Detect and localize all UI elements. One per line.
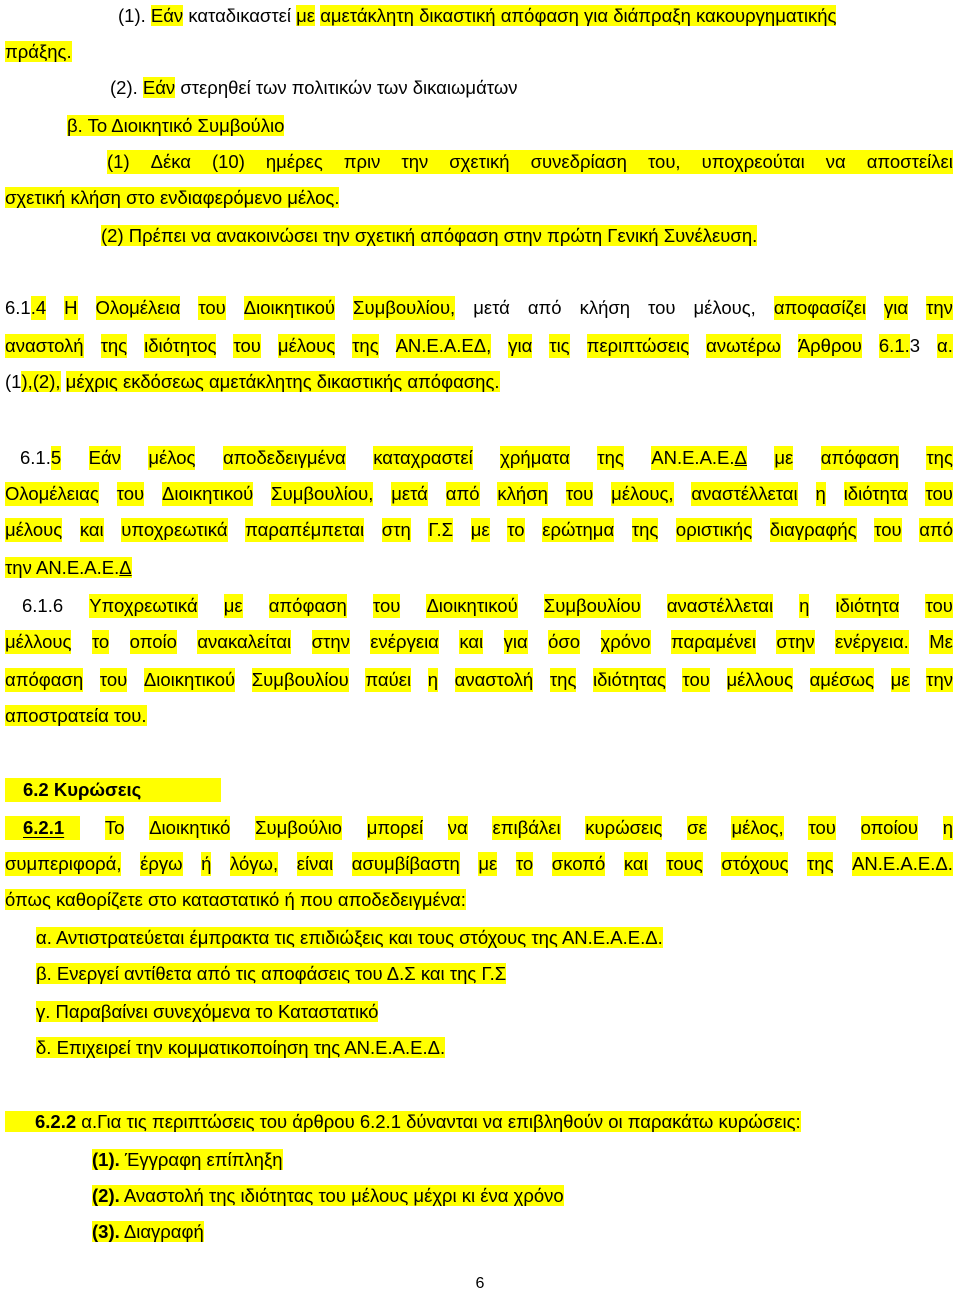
line-12: Ολομέλειας του Διοικητικού Συμβουλίου, μετά από κλήση του μέλους, αναστέλλεται η ιδιότητα του bbox=[5, 483, 953, 504]
section-heading-6-2: 6.2 Κυρώσεις bbox=[5, 778, 221, 802]
list-item-b: β. Ενεργεί αντίθετα από τις αποφάσεις του Δ.Σ και της Γ.Σ bbox=[36, 963, 507, 984]
line-21: συμπεριφορά, έργω ή λόγω, είναι ασυμβίβαστη με το σκοπό και τους στόχους της ΑΝ.Ε.Α.Ε.Δ. bbox=[5, 853, 953, 874]
line-7: (2) Πρέπει να ανακοινώσει την σχετική απόφαση στην πρώτη Γενική Συνέλευση. bbox=[101, 225, 758, 246]
line-2: πράξης. bbox=[5, 41, 72, 62]
line-1: (1). Εάν καταδικαστεί με αμετάκλητη δικαστική απόφαση για διάπραξη κακουργηματικής bbox=[118, 5, 837, 26]
line-10: (1),(2), μέχρις εκδόσεως αμετάκλητης δικαστικής απόφασης. bbox=[5, 371, 500, 392]
sanction-3: (3). Διαγραφή bbox=[92, 1221, 204, 1242]
line-11: 6.1.5 Εάν μέλος αποδεδειγμένα καταχραστεί χρήματα της ΑΝ.Ε.Α.Ε.Δ με απόφαση της bbox=[20, 447, 953, 468]
line-15: 6.1.6 Υποχρεωτικά με απόφαση του Διοικητικού Συμβουλίου αναστέλλεται η ιδιότητα του bbox=[22, 595, 953, 616]
sanction-2: (2). Αναστολή της ιδιότητας του μέλους μέχρι κι ένα χρόνο bbox=[92, 1185, 564, 1206]
line-22: όπως καθορίζετε στο καταστατικό ή που αποδεδειγμένα: bbox=[5, 889, 466, 910]
line-16: μέλλους το οποίο ανακαλείται στην ενέργεια και για όσο χρόνο παραμένει στην ενέργεια. Με bbox=[5, 631, 953, 652]
line-3: (2). Εάν στερηθεί των πολιτικών των δικαιωμάτων bbox=[110, 77, 518, 98]
sanction-1: (1). Έγγραφη επίπληξη bbox=[92, 1149, 283, 1170]
line-18: αποστρατεία του. bbox=[5, 705, 147, 726]
line-9: αναστολή της ιδιότητος του μέλους της ΑΝ.Ε.Α.ΕΔ, για τις περιπτώσεις ανωτέρω Άρθρου 6.1.3 α. bbox=[5, 335, 953, 356]
page-number: 6 bbox=[475, 1275, 485, 1292]
line-13: μέλους και υποχρεωτικά παραπέμπεται στη Γ.Σ με το ερώτημα της οριστικής διαγραφής του από bbox=[5, 519, 953, 540]
list-item-a: α. Αντιστρατεύεται έμπρακτα τις επιδιώξεις και τους στόχους της ΑΝ.Ε.Α.Ε.Δ. bbox=[36, 927, 663, 948]
line-27: 6.2.2 α.Για τις περιπτώσεις του άρθρου 6.2.1 δύνανται να επιβληθούν οι παρακάτω κυρώσεις: bbox=[5, 1110, 801, 1134]
line-14: την ΑΝ.Ε.Α.Ε.Δ bbox=[5, 557, 132, 578]
line-20: 6.2.1 Το Διοικητικό Συμβούλιο μπορεί να επιβάλει κυρώσεις σε μέλος, του οποίου η bbox=[5, 816, 953, 840]
line-5: (1) Δέκα (10) ημέρες πριν την σχετική συνεδρίαση του, υποχρεούται να αποστείλει bbox=[107, 151, 953, 172]
line-8: 6.1.4 Η Ολομέλεια του Διοικητικού Συμβουλίου, μετά από κλήση του μέλους, αποφασίζει για την bbox=[5, 297, 953, 318]
list-item-d: δ. Επιχειρεί την κομματικοποίηση της ΑΝ.Ε.Α.Ε.Δ. bbox=[36, 1037, 446, 1058]
line-4: β. Το Διοικητικό Συμβούλιο bbox=[67, 115, 285, 136]
line-17: απόφαση του Διοικητικού Συμβουλίου παύει η αναστολή της ιδιότητας του μέλλους αμέσως με την bbox=[5, 669, 953, 690]
line-6: σχετική κλήση στο ενδιαφερόμενο μέλος. bbox=[5, 187, 340, 208]
list-item-c: γ. Παραβαίνει συνεχόμενα το Καταστατικό bbox=[36, 1001, 379, 1022]
